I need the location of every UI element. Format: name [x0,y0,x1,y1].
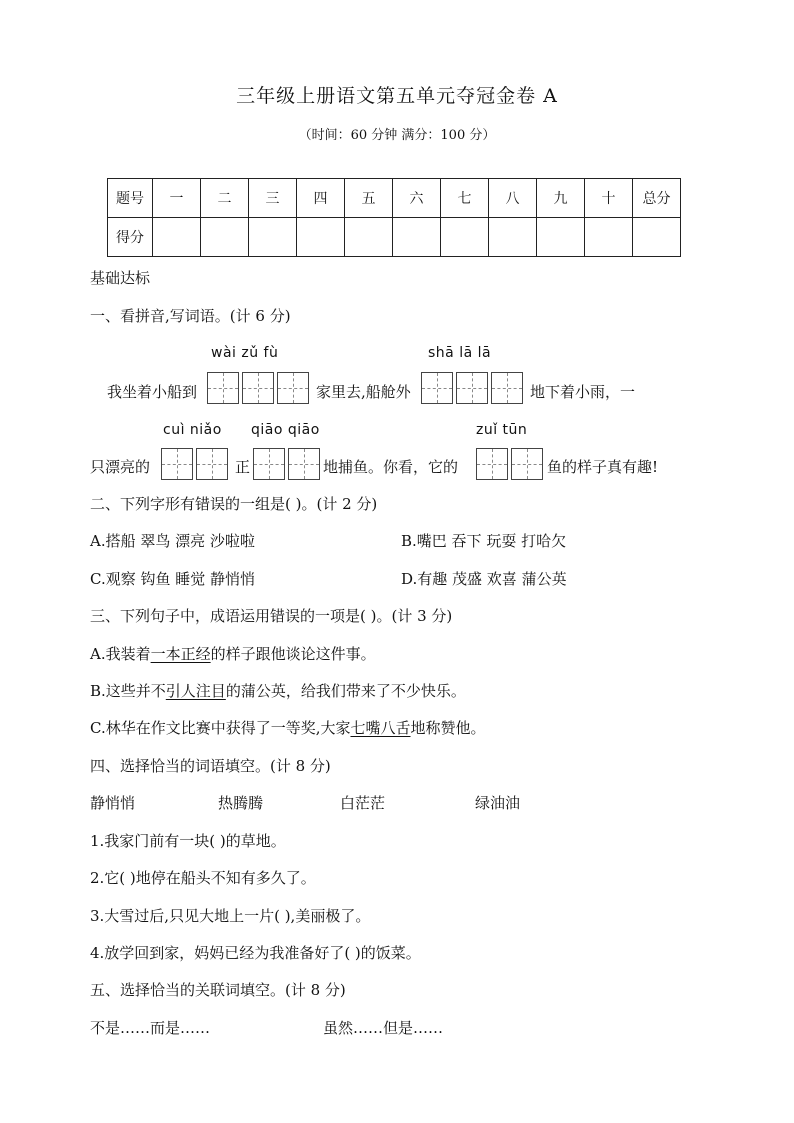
q2-option-a[interactable]: A.搭船 翠鸟 漂亮 沙啦啦 [90,532,255,550]
writing-box[interactable] [456,372,488,404]
q4-item: 1.我家门前有一块( )的草地。 [90,832,286,850]
score-table-score-row [108,218,681,257]
q2-option-c[interactable]: C.观察 钩鱼 睡觉 静悄悄 [90,570,256,588]
score-cell[interactable] [441,218,489,257]
score-cell[interactable] [393,218,441,257]
q1-heading: 一、看拼音,写词语。(计 6 分) [90,307,291,325]
table-header-cell: 六 [393,179,441,218]
score-cell[interactable] [153,218,201,257]
writing-box[interactable] [277,372,309,404]
q4-word: 静悄悄 [90,794,136,812]
table-header-cell: 三 [249,179,297,218]
q1-text-line2-b: 正 [235,458,251,476]
writing-box[interactable] [207,372,239,404]
score-cell[interactable] [633,218,681,257]
score-table-header-row [108,179,681,218]
q3-option-c-post: 地称赞他。 [410,719,486,737]
score-cell[interactable] [249,218,297,257]
writing-box[interactable] [253,448,285,480]
score-cell[interactable] [345,218,393,257]
q1-text-line2-a: 只漂亮的 [90,458,151,476]
score-cell[interactable] [201,218,249,257]
table-header-cell: 二 [201,179,249,218]
pinyin-shalala: shā lā lā [428,345,492,361]
table-header-cell: 七 [441,179,489,218]
answer-grid-cuiniao [161,448,231,480]
q3-option-b-pre: B.这些并不 [90,682,166,700]
writing-box[interactable] [288,448,320,480]
q1-text-line1-b: 家里去,船舱外 [316,383,411,401]
q4-heading: 四、选择恰当的词语填空。(计 8 分) [90,757,331,775]
writing-box[interactable] [242,372,274,404]
score-row-label: 得分 [108,218,153,257]
table-header-cell: 八 [489,179,537,218]
q3-option-c[interactable] [90,718,486,738]
q2-option-b[interactable]: B.嘴巴 吞下 玩耍 打哈欠 [401,532,567,550]
writing-box[interactable] [491,372,523,404]
q3-option-c-idiom: 七嘴八舌 [350,719,411,737]
section-heading-basic: 基础达标 [90,269,151,287]
q3-option-a[interactable] [90,644,376,664]
q2-heading: 二、下列字形有错误的一组是( )。(计 2 分) [90,495,378,513]
table-header-cell: 四 [297,179,345,218]
score-cell[interactable] [585,218,633,257]
answer-grid-zuitun [476,448,546,480]
score-cell[interactable] [489,218,537,257]
answer-grid-qiaoqiao [253,448,323,480]
q3-option-b-post: 的蒲公英，给我们带来了不少快乐。 [225,682,466,700]
score-cell[interactable] [297,218,345,257]
writing-box[interactable] [161,448,193,480]
table-header-cell: 一 [153,179,201,218]
score-cell[interactable] [537,218,585,257]
table-header-cell: 五 [345,179,393,218]
pinyin-zuitun: zuǐ tūn [476,422,528,438]
q4-word: 热腾腾 [218,794,264,812]
q1-text-line2-d: 鱼的样子真有趣! [547,458,659,476]
q3-option-b-idiom: 引人注目 [165,682,226,700]
writing-box[interactable] [476,448,508,480]
q5-connective: 虽然……但是…… [323,1019,444,1037]
q3-option-b[interactable] [90,681,466,701]
q3-option-a-idiom: 一本正经 [150,645,211,663]
writing-box[interactable] [421,372,453,404]
pinyin-qiaoqiao: qiāo qiāo [251,422,320,438]
q2-option-d[interactable]: D.有趣 茂盛 欢喜 蒲公英 [401,570,567,588]
answer-grid-waizufu [207,372,312,404]
q4-item: 3.大雪过后,只见大地上一片( ),美丽极了。 [90,907,371,925]
q3-option-c-pre: C.林华在作文比赛中获得了一等奖,大家 [90,719,351,737]
answer-grid-shalala [421,372,526,404]
q1-text-line1-a: 我坐着小船到 [107,383,198,401]
q1-text-line1-c: 地下着小雨，一 [530,383,636,401]
score-table [107,178,681,257]
q4-item: 2.它( )地停在船头不知有多久了。 [90,869,316,887]
page-title: 三年级上册语文第五单元夺冠金卷 A [236,85,558,107]
q3-heading: 三、下列句子中，成语运用错误的一项是( )。(计 3 分) [90,607,453,625]
q4-word: 绿油油 [475,794,521,812]
pinyin-waizufu: wài zǔ fù [211,345,279,361]
pinyin-cuiniao: cuì niǎo [163,422,222,438]
table-header-cell: 十 [585,179,633,218]
exam-info: （时间：60 分钟 满分：100 分） [298,128,496,143]
q3-option-a-pre: A.我装着 [90,645,151,663]
q3-option-a-post: 的样子跟他谈论这件事。 [210,645,376,663]
table-header-cell: 题号 [108,179,153,218]
writing-box[interactable] [196,448,228,480]
table-header-cell: 总分 [633,179,681,218]
table-header-cell: 九 [537,179,585,218]
writing-box[interactable] [511,448,543,480]
q4-item: 4.放学回到家，妈妈已经为我准备好了( )的饭菜。 [90,944,421,962]
q5-heading: 五、选择恰当的关联词填空。(计 8 分) [90,981,346,999]
q1-text-line2-c: 地捕鱼。你看，它的 [323,458,459,476]
q5-connective: 不是……而是…… [90,1019,211,1037]
q4-word: 白茫茫 [340,794,386,812]
